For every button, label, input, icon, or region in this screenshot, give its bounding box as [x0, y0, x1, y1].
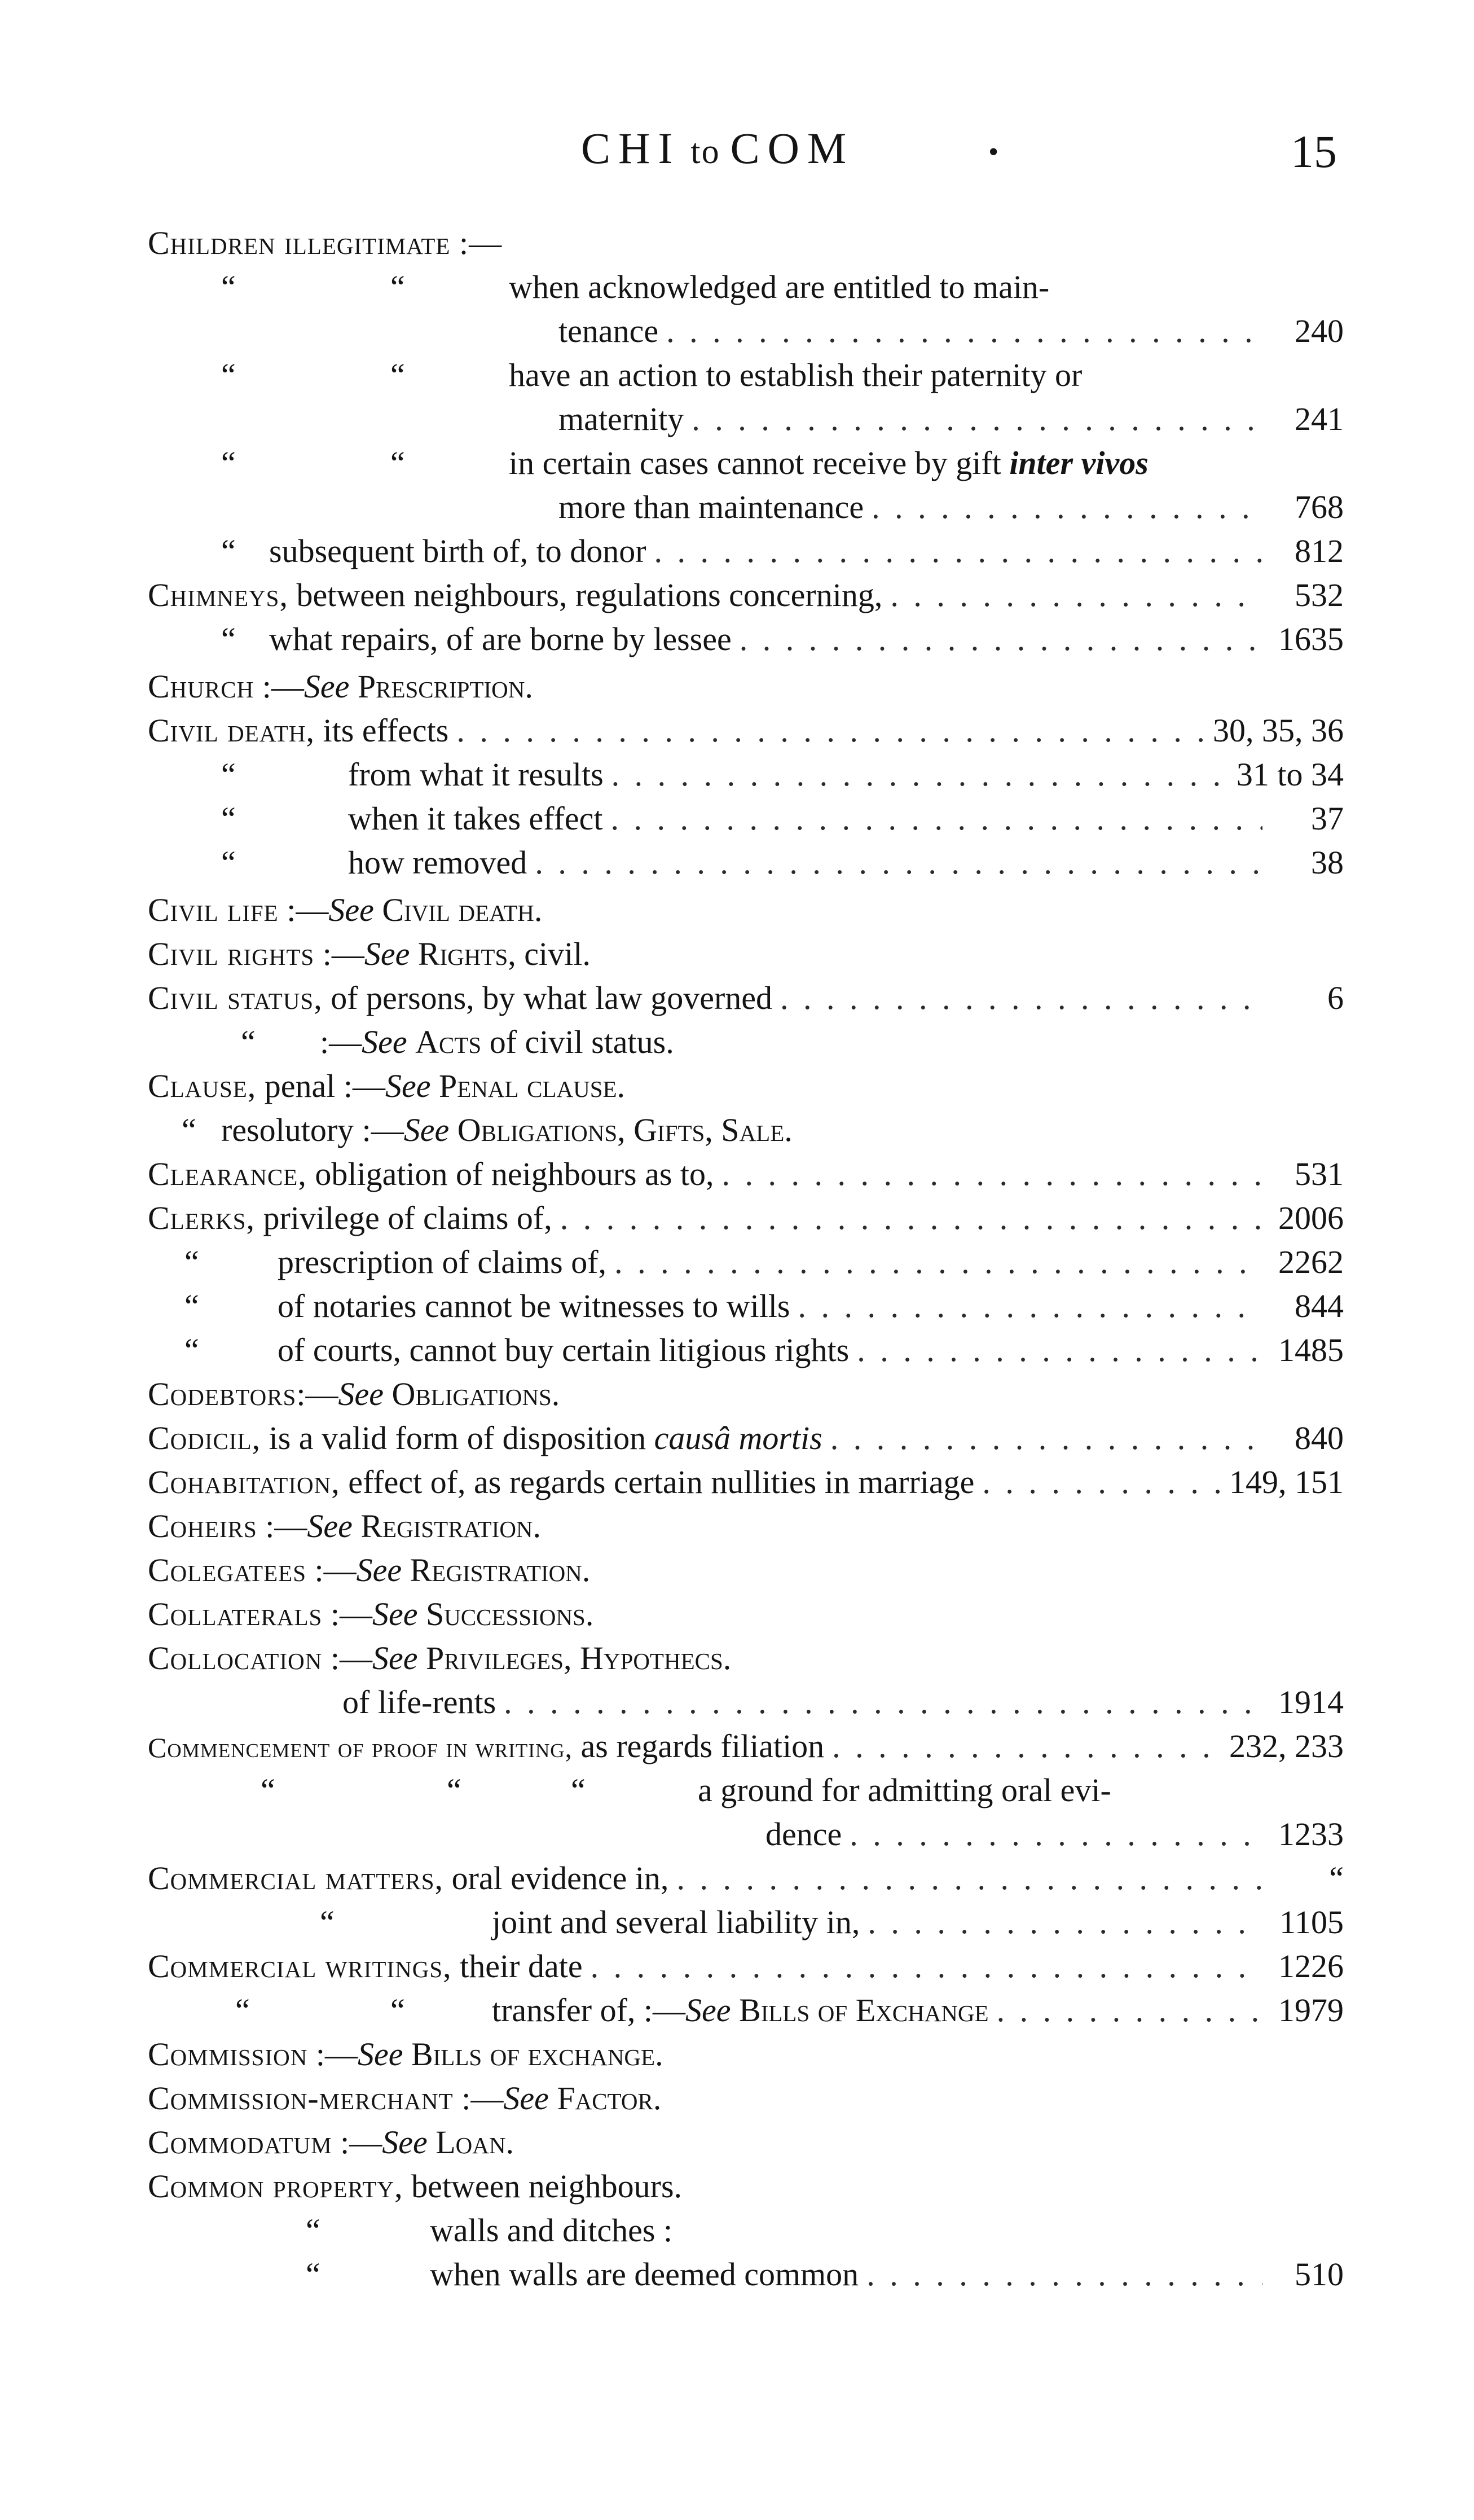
see-reference: Obligations.: [391, 1376, 560, 1412]
see-label: See: [385, 1068, 431, 1104]
index-entry: [148, 1988, 1344, 2032]
entry-text: :—: [315, 2036, 358, 2073]
index-entry: [148, 1548, 1344, 1592]
entry-text: as regards filiation: [580, 1728, 825, 1764]
entry-text: when acknowledged are entitled to main-: [509, 269, 1050, 305]
index-entry: [148, 1856, 1344, 1900]
dot-leader: [504, 1680, 1262, 1724]
entry-heading: Commercial writings,: [148, 1948, 452, 1985]
index-entry: [148, 529, 1344, 573]
entry-italic: causâ mortis: [654, 1420, 822, 1456]
entry-text: :—: [330, 1596, 372, 1632]
index-entry: [148, 1944, 1344, 1988]
ditto-mark: “: [184, 1288, 199, 1324]
entry-heading: Codebtors: [148, 1376, 297, 1412]
ditto-mark: “: [184, 1332, 199, 1368]
header-bullet: •: [988, 136, 999, 168]
ditto-mark: “: [390, 1992, 405, 2029]
index-entry: [148, 1064, 1344, 1108]
ditto-mark: “: [221, 269, 236, 305]
index-entry: [148, 2209, 1344, 2253]
dot-leader: [535, 841, 1262, 885]
entry-heading: Commodatum: [148, 2124, 332, 2161]
entry-text: :—: [461, 2080, 504, 2117]
entry-heading: Clause,: [148, 1068, 257, 1104]
entry-heading: Cohabitation,: [148, 1464, 340, 1500]
index-entry: [148, 573, 1344, 617]
index-entry: [148, 1680, 1344, 1724]
entry-text: :—: [340, 2124, 382, 2161]
index-entry: [148, 1196, 1344, 1240]
ditto-mark: “: [221, 844, 236, 881]
entry-page: 232, 233: [1229, 1728, 1344, 1764]
entry-text: in certain cases cannot receive by gift: [509, 445, 1001, 481]
entry-text: privilege of claims of,: [263, 1200, 552, 1236]
entry-page: 840: [1295, 1420, 1344, 1456]
see-reference: Factor.: [557, 2080, 662, 2117]
index-entry: [148, 221, 1344, 265]
entry-page: 532: [1295, 577, 1344, 613]
index-entry: [148, 1372, 1344, 1416]
entry-text: oral evidence in,: [451, 1860, 669, 1896]
entry-text: a ground for admitting oral evi-: [698, 1772, 1111, 1808]
see-reference: Successions.: [425, 1596, 594, 1632]
entry-page: 1233: [1278, 1816, 1344, 1852]
entry-heading: Church: [148, 668, 254, 705]
ditto-mark: “: [235, 1992, 250, 2029]
entry-heading: Clearance,: [148, 1156, 307, 1192]
see-label: See: [503, 2080, 549, 2117]
see-reference: Registration.: [410, 1552, 591, 1588]
entry-page: 1485: [1278, 1332, 1344, 1368]
ditto-mark: “: [241, 1024, 256, 1060]
entry-page: 6: [1327, 980, 1344, 1016]
ditto-mark: “: [221, 445, 236, 481]
entry-text: between neighbours, regulations concerning,: [296, 577, 883, 613]
ditto-mark: “: [571, 1772, 586, 1808]
dot-leader: [614, 1240, 1262, 1284]
index-entry: [148, 976, 1344, 1020]
index-entry: [148, 888, 1344, 932]
dot-leader: [654, 529, 1262, 573]
entry-page: 812: [1295, 533, 1344, 569]
entry-heading: Chimneys,: [148, 577, 288, 613]
entry-heading: Commencement of proof in writing,: [148, 1732, 573, 1763]
dot-leader: [830, 1416, 1262, 1460]
entry-text: transfer of, :—: [492, 1992, 686, 2029]
index-entry: [148, 665, 1344, 709]
dot-leader: [560, 1196, 1262, 1240]
entry-heading: Children illegitimate :—: [148, 225, 503, 261]
index-entry: [148, 1020, 1344, 1064]
entry-heading: Commercial matters,: [148, 1860, 444, 1896]
entry-heading: Commission: [148, 2036, 308, 2073]
dot-leader: [982, 1460, 1221, 1504]
see-reference: Civil death.: [382, 892, 543, 928]
entry-text: obligation of neighbours as to,: [315, 1156, 714, 1192]
see-tail: of civil status.: [489, 1024, 674, 1060]
index-entry: [148, 1152, 1344, 1196]
ditto-mark: “: [221, 533, 236, 569]
see-tail: civil.: [524, 936, 591, 972]
entry-text: :—: [322, 936, 364, 972]
index-entry: [148, 1592, 1344, 1636]
ditto-mark: “: [390, 445, 405, 481]
index-entry: [148, 1108, 1344, 1152]
see-label: See: [356, 1552, 402, 1588]
entry-text: its effects: [323, 712, 449, 749]
entry-heading: Common property,: [148, 2168, 403, 2205]
ditto-mark: “: [184, 1244, 199, 1280]
title-right: COM: [730, 124, 855, 173]
dot-leader: [857, 1328, 1262, 1372]
see-label: See: [362, 1024, 407, 1060]
entry-page: 241: [1295, 401, 1344, 437]
index-entry: [148, 1416, 1344, 1460]
ditto-mark: “: [221, 357, 236, 393]
index-entry: [148, 2165, 1344, 2209]
entry-italic: inter vivos: [1009, 445, 1149, 481]
ditto-mark: “: [221, 800, 236, 837]
entry-text: dence: [765, 1816, 842, 1852]
page-header: [0, 123, 1474, 185]
entry-text: walls and ditches :: [430, 2212, 673, 2249]
entry-text: :—: [314, 1552, 357, 1588]
index-entry: [148, 2121, 1344, 2165]
entry-text: is a valid form of disposition: [269, 1420, 646, 1456]
dot-leader: [692, 397, 1262, 441]
dot-leader: [890, 573, 1262, 617]
see-label: See: [303, 668, 350, 705]
index-entry: [148, 1636, 1344, 1680]
entry-text: subsequent birth of, to donor: [269, 533, 646, 569]
see-reference: Registration.: [360, 1508, 542, 1544]
index-entry: [148, 1328, 1344, 1372]
see-label: See: [357, 2036, 403, 2073]
index-entry: [148, 2076, 1344, 2121]
entry-page: 38: [1311, 844, 1344, 881]
entry-page: 1979: [1278, 1992, 1344, 2029]
entry-page: 1226: [1278, 1948, 1344, 1985]
entry-text: effect of, as regards certain nullities in marriage: [348, 1464, 975, 1500]
entry-text: more than maintenance: [558, 489, 864, 525]
running-title: [581, 123, 854, 174]
entry-text: have an action to establish their paternity or: [509, 357, 1083, 393]
entry-text: :—: [320, 1024, 362, 1060]
index-entry: [148, 1460, 1344, 1504]
entry-heading: Clerks,: [148, 1200, 256, 1236]
see-label: See: [364, 936, 410, 972]
dot-leader: [722, 1152, 1262, 1196]
index-entry: [148, 617, 1344, 661]
ditto-mark: “: [221, 756, 236, 793]
dot-leader: [997, 1988, 1262, 2032]
entry-text: prescription of claims of,: [278, 1244, 607, 1280]
dot-leader: [676, 1856, 1262, 1900]
entry-heading: Commission-merchant: [148, 2080, 454, 2117]
dot-leader: [832, 1724, 1221, 1768]
ditto-mark: “: [320, 1904, 335, 1941]
entry-heading: Civil death,: [148, 712, 315, 749]
entry-page: 531: [1295, 1156, 1344, 1192]
see-label: See: [403, 1112, 450, 1148]
entry-page: 1635: [1278, 621, 1344, 657]
title-mid: to: [690, 133, 720, 171]
entry-page: 2006: [1278, 1200, 1344, 1236]
entry-heading: Coheirs: [148, 1508, 257, 1544]
entry-text: :—: [296, 1376, 338, 1412]
index-entry: [148, 1768, 1344, 1812]
entry-text: of notaries cannot be witnesses to wills: [278, 1288, 790, 1324]
entry-heading: Civil status,: [148, 980, 323, 1016]
entry-text: penal :—: [264, 1068, 386, 1104]
ditto-mark: “: [306, 2212, 320, 2249]
see-reference: Rights,: [417, 936, 516, 972]
entry-page: “: [1329, 1860, 1344, 1896]
page-number: 15: [1291, 126, 1337, 177]
see-label: See: [328, 892, 374, 928]
entry-text: from what it results: [348, 756, 604, 793]
entry-text: when it takes effect: [348, 800, 603, 837]
index-entry: [148, 353, 1344, 397]
see-reference: Obligations, Gifts, Sale.: [457, 1112, 793, 1148]
see-label: See: [372, 1596, 418, 1632]
entry-page: 240: [1295, 313, 1344, 349]
index-entries: [148, 221, 1344, 2297]
index-entry: [148, 2032, 1344, 2076]
entry-page: 37: [1311, 800, 1344, 837]
entry-text: :—: [262, 668, 304, 705]
index-entry: [148, 1812, 1344, 1856]
dot-leader: [780, 976, 1262, 1020]
ditto-mark: “: [182, 1112, 196, 1148]
dot-leader: [868, 1900, 1262, 1944]
entry-text: of life-rents: [342, 1684, 496, 1720]
see-reference: Prescription.: [357, 668, 533, 705]
entry-text: resolutory :—: [221, 1112, 404, 1148]
index-entry: [148, 932, 1344, 976]
ditto-mark: “: [261, 1772, 275, 1808]
see-label: See: [382, 2124, 428, 2161]
entry-heading: Collaterals: [148, 1596, 323, 1632]
ditto-mark: “: [221, 621, 236, 657]
index-entry: [148, 797, 1344, 841]
entry-page: 844: [1295, 1288, 1344, 1324]
entry-heading: Collocation: [148, 1640, 323, 1676]
dot-leader: [591, 1944, 1262, 1988]
dot-leader: [850, 1812, 1262, 1856]
dot-leader: [740, 617, 1262, 661]
index-entry: [148, 1284, 1344, 1328]
dot-leader: [610, 797, 1262, 841]
see-reference: Bills of exchange.: [411, 2036, 663, 2073]
entry-text: between neighbours.: [411, 2168, 683, 2205]
entry-text: when walls are deemed common: [430, 2256, 859, 2293]
entry-text: :—: [265, 1508, 307, 1544]
see-reference: Acts: [415, 1024, 482, 1060]
index-entry: [148, 709, 1344, 753]
ditto-mark: “: [390, 357, 405, 393]
see-reference: Privileges, Hypothecs.: [425, 1640, 732, 1676]
entry-page: 31 to 34: [1236, 756, 1344, 793]
entry-heading: Civil life: [148, 892, 279, 928]
entry-text: of persons, by what law governed: [331, 980, 773, 1016]
see-reference: Loan.: [435, 2124, 514, 2161]
entry-text: maternity: [558, 401, 684, 437]
see-reference: Penal clause.: [439, 1068, 626, 1104]
entry-page: 149, 151: [1229, 1464, 1344, 1500]
entry-text: joint and several liability in,: [492, 1904, 860, 1941]
index-entry: [148, 485, 1344, 529]
entry-heading: Civil rights: [148, 936, 315, 972]
entry-page: 1105: [1279, 1904, 1344, 1941]
index-entry: [148, 2253, 1344, 2297]
see-label: See: [338, 1376, 384, 1412]
index-entry: [148, 1900, 1344, 1944]
index-entry: [148, 1724, 1344, 1768]
entry-page: 30, 35, 36: [1213, 712, 1344, 749]
entry-text: tenance: [558, 313, 659, 349]
dot-leader: [866, 2253, 1262, 2297]
index-entry: [148, 753, 1344, 797]
entry-heading: Codicil,: [148, 1420, 261, 1456]
entry-page: 2262: [1278, 1244, 1344, 1280]
dot-leader: [456, 709, 1205, 753]
entry-page: 510: [1295, 2256, 1344, 2293]
ditto-mark: “: [390, 269, 405, 305]
dot-leader: [666, 309, 1262, 353]
entry-text: :—: [287, 892, 329, 928]
dot-leader: [611, 753, 1229, 797]
ditto-mark: “: [447, 1772, 461, 1808]
entry-page: 768: [1295, 489, 1344, 525]
dot-leader: [798, 1284, 1263, 1328]
index-entry: [148, 309, 1344, 353]
see-label: See: [685, 1992, 731, 2029]
entry-text: of courts, cannot buy certain litigious rights: [278, 1332, 850, 1368]
entry-page: 1914: [1278, 1684, 1344, 1720]
ditto-mark: “: [306, 2256, 320, 2293]
index-entry: [148, 1240, 1344, 1284]
title-left: CHI: [581, 124, 681, 173]
index-entry: [148, 397, 1344, 441]
index-entry: [148, 841, 1344, 885]
entry-text: :—: [330, 1640, 372, 1676]
index-entry: [148, 441, 1344, 485]
entry-text: how removed: [348, 844, 527, 881]
index-entry: [148, 265, 1344, 309]
see-reference: Bills of Exchange: [739, 1992, 989, 2029]
entry-text: their date: [460, 1948, 583, 1985]
dot-leader: [872, 485, 1262, 529]
entry-text: what repairs, of are borne by lessee: [269, 621, 732, 657]
see-label: See: [372, 1640, 418, 1676]
entry-heading: Colegatees: [148, 1552, 306, 1588]
index-entry: [148, 1504, 1344, 1548]
see-label: See: [307, 1508, 353, 1544]
